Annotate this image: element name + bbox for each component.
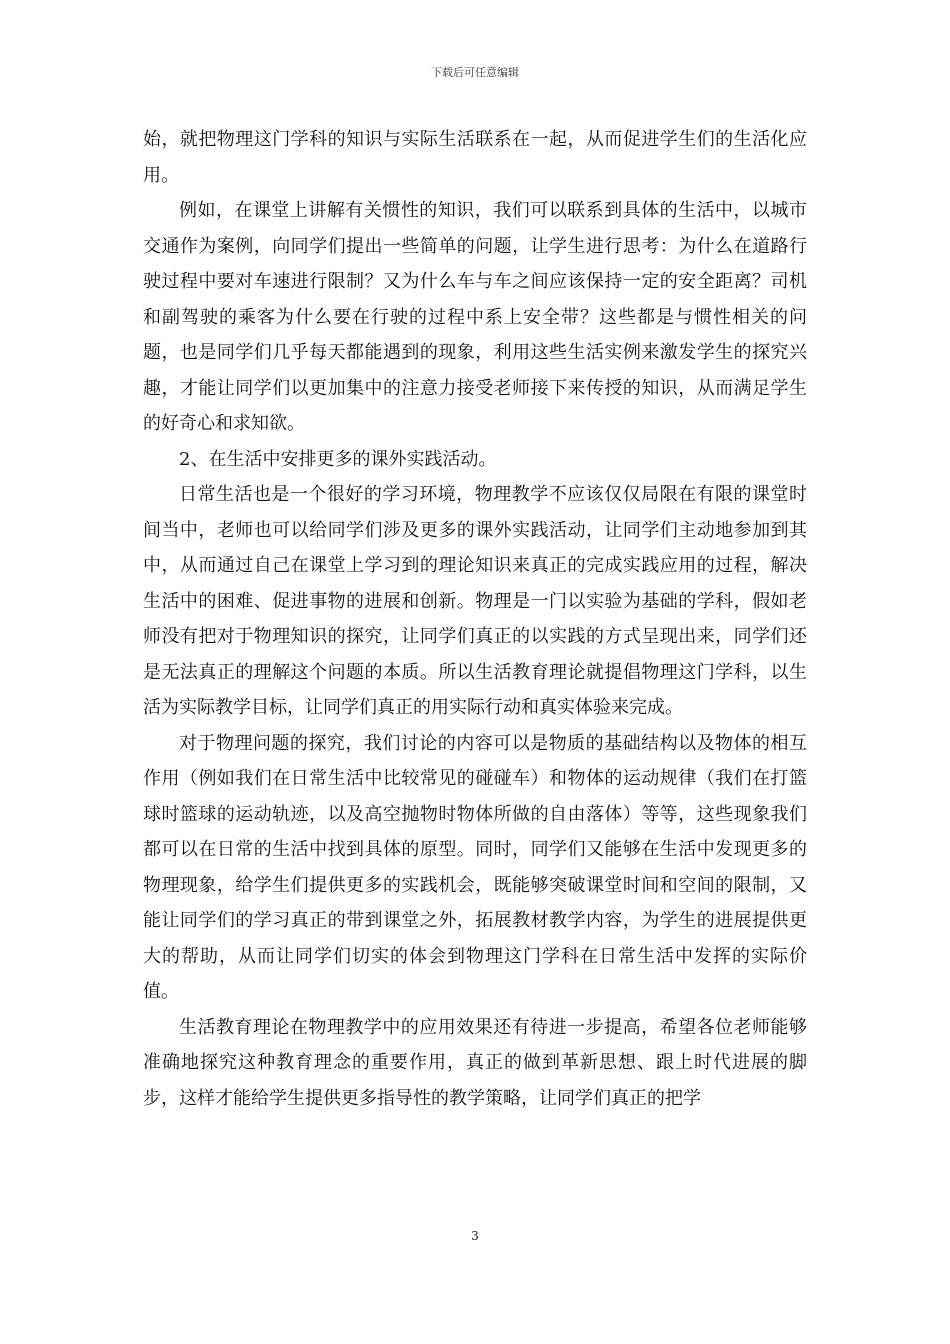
- page-number: 3: [471, 1229, 479, 1243]
- paragraph-2: 例如，在课堂上讲解有关惯性的知识，我们可以联系到具体的生活中，以城市交通作为案例，向同学们提出一些简单的问题，让学生进行思考：为什么在道路行驶过程中要对车速进行限制？又为什么车与车之间应该保持一定的安全距离？司机和副驾驶的乘客为什么要在行驶的过程中系上安全带？这些都是与惯性相关的问题，也是同学们几乎每天都能遇到的现象，利用这些生活实例来激发学生的探究兴趣，才能让同学们以更加集中的注意力接受老师接下来传授的知识，从而满足学生的好奇心和求知欲。: [143, 200, 807, 434]
- paragraph-3: 日常生活也是一个很好的学习环境，物理教学不应该仅仅局限在有限的课堂时间当中，老师也可以给同学们涉及更多的课外实践活动，让同学们主动地参加到其中，从而通过自己在课堂上学习到的理论知识来真正的完成实践应用的过程，解决生活中的困难、促进事物的进展和创新。物理是一门以实验为基础的学科，假如老师没有把对于物理知识的探究，让同学们真正的以实践的方式呈现出来，同学们还是无法真正的理解这个问题的本质。所以生活教育理论就提倡物理这门学科，以生活为实际教学目标，让同学们真正的用实际行动和真实体验来完成。: [143, 484, 807, 718]
- paragraph-4: 对于物理问题的探究，我们讨论的内容可以是物质的基础结构以及物体的相互作用（例如我们在日常生活中比较常见的碰碰车）和物体的运动规律（我们在打篮球时篮球的运动轨迹，以及高空抛物时物体所做的自由落体）等等，这些现象我们都可以在日常的生活中找到具体的原型。同时，同学们又能够在生活中发现更多的物理现象，给学生们提供更多的实践机会，既能够突破课堂时间和空间的限制，又能让同学们的学习真正的带到课堂之外，拓展教材教学内容，为学生的进展提供更大的帮助，从而让同学们切实的体会到物理这门学科在日常生活中发挥的实际价值。: [143, 732, 807, 1002]
- page-header: 下载后可任意编辑: [431, 66, 519, 79]
- section-heading-2: 2、在生活中安排更多的课外实践活动。: [179, 448, 497, 470]
- document-body: [143, 122, 807, 1116]
- paragraph-1: 始，就把物理这门学科的知识与实际生活联系在一起，从而促进学生们的生活化应用。: [143, 129, 807, 186]
- paragraph-5: 生活教育理论在物理教学中的应用效果还有待进一步提高，希望各位老师能够准确地探究这种教育理念的重要作用，真正的做到革新思想、跟上时代进展的脚步，这样才能给学生提供更多指导性的教学策略，让同学们真正的把学: [143, 1016, 807, 1109]
